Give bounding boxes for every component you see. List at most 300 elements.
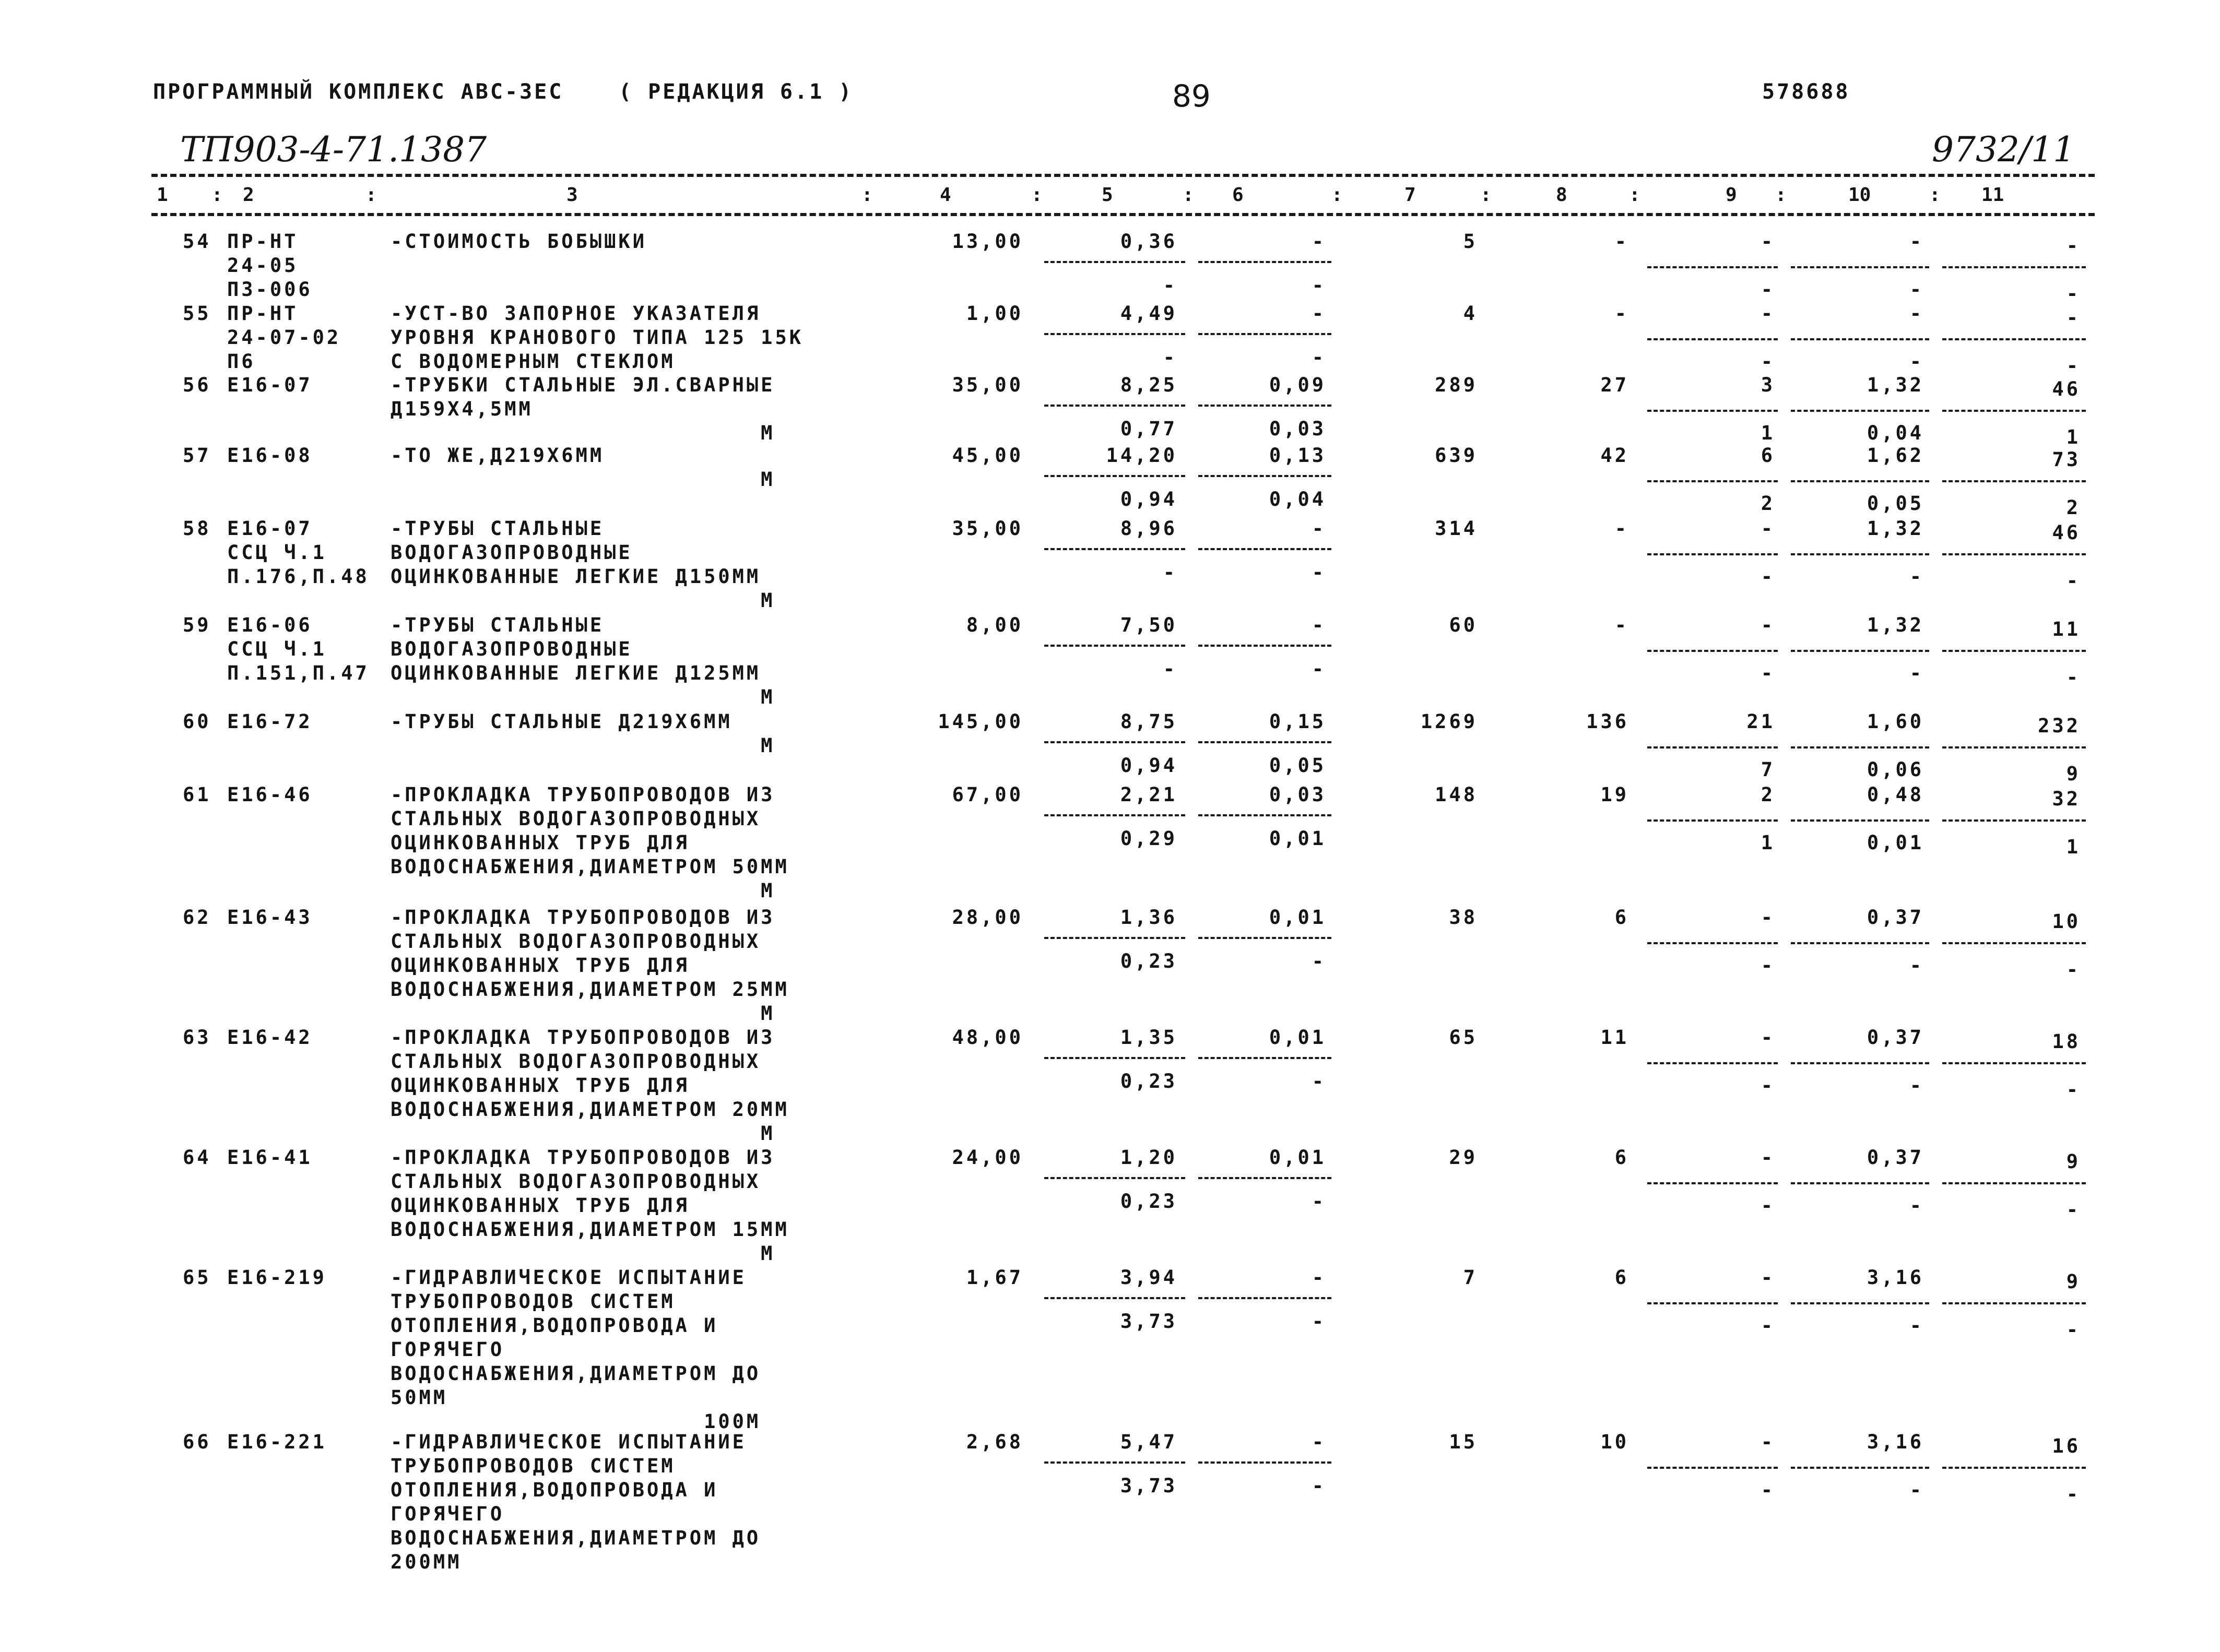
total-machine-cost: - <box>1761 1026 1775 1049</box>
unit-machine-cost: 0,13 <box>1269 444 1326 467</box>
total-cost: 15 <box>1449 1431 1478 1453</box>
unit-cost: 7,50 <box>1120 614 1177 636</box>
total-cost: 4 <box>1463 302 1478 325</box>
unit-machine-cost: - <box>1312 1431 1326 1453</box>
labour-per-unit: - <box>1909 230 1924 253</box>
norm-code: Е16-43 <box>227 906 313 929</box>
labour-machinists-unit: - <box>1909 1479 1924 1501</box>
work-description: -ПРОКЛАДКА ТРУБОПРОВОДОВ ИЗ СТАЛЬНЫХ ВОДОГАЗОПРОВОДНЫХ ОЦИНКОВАННЫХ ТРУБ ДЛЯ ВОДОСНАБЖЕНИЯ,ДИАМЕТРОМ 50ММ М <box>391 783 789 902</box>
subtotal-divider <box>1647 553 1778 555</box>
total-machine-cost: 21 <box>1746 710 1775 733</box>
labour-per-unit: 1,60 <box>1867 710 1924 733</box>
total-cost: 639 <box>1435 444 1478 467</box>
column-separator: : <box>365 184 377 206</box>
labour-total: 46 <box>2052 521 2081 544</box>
column-separator: : <box>1183 184 1194 206</box>
labour-total: 73 <box>2052 448 2081 471</box>
subtotal-divider <box>1044 333 1185 335</box>
labour-per-unit: - <box>1909 302 1924 325</box>
subtotal-divider <box>1044 937 1185 939</box>
machine-wage-total: - <box>1761 954 1775 977</box>
labour-per-unit: 0,37 <box>1867 906 1924 929</box>
header-rule <box>151 213 2095 216</box>
column-separator: : <box>1331 184 1343 206</box>
labour-machinists-total: - <box>2066 1198 2081 1221</box>
work-description: -ГИДРАВЛИЧЕСКОЕ ИСПЫТАНИЕ ТРУБОПРОВОДОВ СИСТЕМ ОТОПЛЕНИЯ,ВОДОПРОВОДА И ГОРЯЧЕГО ВОДОСНАБЖЕНИЯ,ДИАМЕТРОМ ДО 200ММ <box>391 1431 761 1573</box>
subtotal-divider <box>1198 548 1331 550</box>
total-machine-cost: - <box>1761 230 1775 253</box>
column-header-11: 11 <box>1981 184 2004 206</box>
labour-machinists-total: - <box>2066 958 2081 981</box>
work-description: -СТОИМОСТЬ БОБЫШКИ <box>391 230 647 253</box>
labour-machinists-unit: - <box>1909 278 1924 301</box>
labour-total: 11 <box>2052 618 2081 640</box>
total-cost: 289 <box>1435 374 1478 396</box>
labour-per-unit: 1,62 <box>1867 444 1924 467</box>
total-wage: 10 <box>1600 1431 1629 1453</box>
work-description: -ПРОКЛАДКА ТРУБОПРОВОДОВ ИЗ СТАЛЬНЫХ ВОДОГАЗОПРОВОДНЫХ ОЦИНКОВАННЫХ ТРУБ ДЛЯ ВОДОСНАБЖЕНИЯ,ДИАМЕТРОМ 15ММ М <box>391 1146 789 1265</box>
subtotal-divider <box>1791 650 1929 652</box>
subtotal-divider <box>1044 1057 1185 1059</box>
unit-machine-cost: 0,09 <box>1269 374 1326 396</box>
row-number: 61 <box>183 783 211 806</box>
machine-wage-total: 1 <box>1761 422 1775 444</box>
labour-per-unit: 1,32 <box>1867 614 1924 636</box>
labour-machinists-unit: - <box>1909 1314 1924 1337</box>
labour-per-unit: 3,16 <box>1867 1266 1924 1289</box>
unit-machine-cost: - <box>1312 302 1326 325</box>
column-separator: : <box>1929 184 1941 206</box>
work-description: -УСТ-ВО ЗАПОРНОЕ УКАЗАТЕЛЯ УРОВНЯ КРАНОВОГО ТИПА 125 15К С ВОДОМЕРНЫМ СТЕКЛОМ <box>391 302 804 373</box>
subtotal-divider <box>1791 553 1929 555</box>
norm-code: Е16-08 <box>227 444 313 467</box>
labour-machinists-total: - <box>2066 569 2081 592</box>
subtotal-divider <box>1647 1182 1778 1184</box>
subtotal-divider <box>1044 261 1185 263</box>
total-machine-cost: - <box>1761 614 1775 636</box>
labour-total: 16 <box>2052 1435 2081 1457</box>
subtotal-divider <box>1942 338 2086 340</box>
total-wage: 11 <box>1600 1026 1629 1049</box>
labour-total: 9 <box>2066 1150 2081 1173</box>
total-wage: 6 <box>1614 1146 1629 1169</box>
subtotal-divider <box>1942 1182 2086 1184</box>
subtotal-divider <box>1647 266 1778 268</box>
unit-wage: 3,73 <box>1120 1310 1177 1333</box>
unit-wage: 0,23 <box>1120 950 1177 972</box>
subtotal-divider <box>1942 553 2086 555</box>
column-separator: : <box>1629 184 1640 206</box>
norm-code: Е16-06 ССЦ Ч.1 П.151,П.47 <box>227 614 370 684</box>
unit-machine-wage: 0,01 <box>1269 827 1326 850</box>
total-machine-cost: - <box>1761 302 1775 325</box>
subtotal-divider <box>1942 1302 2086 1304</box>
handwritten-sheet-number: 9732/11 <box>1932 129 2075 170</box>
labour-machinists-total: 9 <box>2066 763 2081 785</box>
quantity: 67,00 <box>952 783 1023 806</box>
labour-machinists-total: - <box>2066 282 2081 305</box>
row-number: 55 <box>183 302 211 325</box>
total-machine-cost: 6 <box>1761 444 1775 467</box>
unit-wage: 0,23 <box>1120 1070 1177 1092</box>
labour-machinists-total: 2 <box>2066 496 2081 519</box>
subtotal-divider <box>1044 741 1185 743</box>
unit-wage: 0,23 <box>1120 1190 1177 1213</box>
subtotal-divider <box>1044 405 1185 407</box>
unit-cost: 8,25 <box>1120 374 1177 396</box>
subtotal-divider <box>1647 650 1778 652</box>
subtotal-divider <box>1791 1062 1929 1064</box>
subtotal-divider <box>1044 1297 1185 1299</box>
labour-per-unit: 0,48 <box>1867 783 1924 806</box>
labour-per-unit: 0,37 <box>1867 1146 1924 1169</box>
work-description: -ТО ЖЕ,Д219Х6ММ М <box>391 444 775 491</box>
work-description: -ПРОКЛАДКА ТРУБОПРОВОДОВ ИЗ СТАЛЬНЫХ ВОДОГАЗОПРОВОДНЫХ ОЦИНКОВАННЫХ ТРУБ ДЛЯ ВОДОСНАБЖЕНИЯ,ДИАМЕТРОМ 25ММ М <box>391 906 789 1025</box>
edition-label: ( РЕДАКЦИЯ 6.1 ) <box>619 80 854 104</box>
unit-wage: - <box>1163 658 1177 680</box>
total-wage: 6 <box>1614 1266 1629 1289</box>
unit-machine-cost: - <box>1312 1266 1326 1289</box>
subtotal-divider <box>1791 480 1929 482</box>
row-number: 59 <box>183 614 211 636</box>
unit-machine-wage: - <box>1312 346 1326 369</box>
labour-machinists-unit: 0,04 <box>1867 422 1924 444</box>
subtotal-divider <box>1647 480 1778 482</box>
subtotal-divider <box>1647 1062 1778 1064</box>
subtotal-divider <box>1791 338 1929 340</box>
subtotal-divider <box>1791 819 1929 822</box>
labour-total: 232 <box>2038 715 2081 737</box>
column-header-2: 2 <box>243 184 254 206</box>
machine-wage-total: - <box>1761 1314 1775 1337</box>
quantity: 24,00 <box>952 1146 1023 1169</box>
column-header-4: 4 <box>940 184 951 206</box>
column-header-6: 6 <box>1232 184 1244 206</box>
work-description: -ТРУБКИ СТАЛЬНЫЕ ЭЛ.СВАРНЫЕ Д159Х4,5ММ М <box>391 374 775 444</box>
labour-machinists-unit: 0,06 <box>1867 758 1924 781</box>
labour-machinists-unit: - <box>1909 1074 1924 1097</box>
total-cost: 7 <box>1463 1266 1478 1289</box>
row-number: 60 <box>183 710 211 733</box>
page-number: 89 <box>1172 78 1211 114</box>
unit-machine-cost: - <box>1312 614 1326 636</box>
unit-wage: - <box>1163 274 1177 296</box>
total-cost: 60 <box>1449 614 1478 636</box>
total-machine-cost: - <box>1761 1431 1775 1453</box>
unit-machine-cost: 0,01 <box>1269 1026 1326 1049</box>
labour-machinists-unit: - <box>1909 350 1924 373</box>
machine-wage-total: - <box>1761 350 1775 373</box>
total-wage: 6 <box>1614 906 1629 929</box>
labour-per-unit: 1,32 <box>1867 374 1924 396</box>
unit-machine-wage: 0,03 <box>1269 418 1326 440</box>
quantity: 48,00 <box>952 1026 1023 1049</box>
machine-wage-total: - <box>1761 662 1775 684</box>
norm-code: Е16-07 ССЦ Ч.1 П.176,П.48 <box>227 517 370 588</box>
work-description: -ГИДРАВЛИЧЕСКОЕ ИСПЫТАНИЕ ТРУБОПРОВОДОВ СИСТЕМ ОТОПЛЕНИЯ,ВОДОПРОВОДА И ГОРЯЧЕГО ВОДОСНАБЖЕНИЯ,ДИАМЕТРОМ ДО 50ММ 100М <box>391 1266 761 1433</box>
program-title: ПРОГРАММНЫЙ КОМПЛЕКС АВС-3ЕС <box>153 80 564 104</box>
unit-wage: 0,94 <box>1120 488 1177 510</box>
labour-machinists-total: - <box>2066 1078 2081 1101</box>
column-header-5: 5 <box>1102 184 1113 206</box>
subtotal-divider <box>1044 645 1185 647</box>
column-separator: : <box>1031 184 1043 206</box>
subtotal-divider <box>1198 741 1331 743</box>
subtotal-divider <box>1791 266 1929 268</box>
quantity: 45,00 <box>952 444 1023 467</box>
subtotal-divider <box>1942 1062 2086 1064</box>
labour-total: - <box>2066 234 2081 257</box>
total-machine-cost: - <box>1761 1146 1775 1169</box>
unit-cost: 5,47 <box>1120 1431 1177 1453</box>
total-wage: - <box>1614 302 1629 325</box>
unit-cost: 1,36 <box>1120 906 1177 929</box>
subtotal-divider <box>1198 1461 1331 1464</box>
work-description: -ТРУБЫ СТАЛЬНЫЕ ВОДОГАЗОПРОВОДНЫЕ ОЦИНКОВАННЫЕ ЛЕГКИЕ Д125ММ М <box>391 614 775 708</box>
total-cost: 148 <box>1435 783 1478 806</box>
subtotal-divider <box>1198 814 1331 816</box>
subtotal-divider <box>1942 1467 2086 1469</box>
labour-machinists-total: 1 <box>2066 836 2081 858</box>
labour-total: 46 <box>2052 378 2081 400</box>
subtotal-divider <box>1198 475 1331 477</box>
subtotal-divider <box>1198 937 1331 939</box>
labour-total: 18 <box>2052 1030 2081 1053</box>
subtotal-divider <box>1198 1177 1331 1179</box>
row-number: 65 <box>183 1266 211 1289</box>
labour-machinists-unit: - <box>1909 565 1924 588</box>
norm-code: ПР-НТ 24-07-02 П6 <box>227 302 341 373</box>
unit-cost: 2,21 <box>1120 783 1177 806</box>
unit-machine-wage: - <box>1312 561 1326 584</box>
column-separator: : <box>861 184 873 206</box>
subtotal-divider <box>1044 475 1185 477</box>
unit-wage: - <box>1163 346 1177 369</box>
subtotal-divider <box>1647 819 1778 822</box>
column-header-1: 1 <box>157 184 168 206</box>
subtotal-divider <box>1198 1297 1331 1299</box>
subtotal-divider <box>1942 480 2086 482</box>
total-wage: - <box>1614 230 1629 253</box>
labour-per-unit: 0,37 <box>1867 1026 1924 1049</box>
unit-cost: 8,75 <box>1120 710 1177 733</box>
total-cost: 65 <box>1449 1026 1478 1049</box>
labour-machinists-unit: - <box>1909 1194 1924 1217</box>
quantity: 8,00 <box>966 614 1023 636</box>
row-number: 62 <box>183 906 211 929</box>
total-machine-cost: 2 <box>1761 783 1775 806</box>
subtotal-divider <box>1647 942 1778 944</box>
unit-cost: 1,20 <box>1120 1146 1177 1169</box>
labour-per-unit: 3,16 <box>1867 1431 1924 1453</box>
subtotal-divider <box>1647 1467 1778 1469</box>
norm-code: ПР-НТ 24-05 П3-006 <box>227 230 313 301</box>
machine-wage-total: 1 <box>1761 831 1775 854</box>
machine-wage-total: - <box>1761 1074 1775 1097</box>
subtotal-divider <box>1942 266 2086 268</box>
norm-code: Е16-41 <box>227 1146 313 1169</box>
row-number: 56 <box>183 374 211 396</box>
work-description: -ТРУБЫ СТАЛЬНЫЕ Д219Х6ММ М <box>391 710 775 757</box>
subtotal-divider <box>1198 333 1331 335</box>
subtotal-divider <box>1791 410 1929 412</box>
labour-machinists-unit: - <box>1909 954 1924 977</box>
total-machine-cost: - <box>1761 1266 1775 1289</box>
subtotal-divider <box>1942 410 2086 412</box>
subtotal-divider <box>1647 338 1778 340</box>
unit-machine-cost: 0,01 <box>1269 906 1326 929</box>
subtotal-divider <box>1942 819 2086 822</box>
unit-cost: 8,96 <box>1120 517 1177 540</box>
column-header-9: 9 <box>1726 184 1737 206</box>
subtotal-divider <box>1647 1302 1778 1304</box>
norm-code: Е16-46 <box>227 783 313 806</box>
column-header-3: 3 <box>566 184 578 206</box>
top-rule <box>151 174 2095 177</box>
machine-wage-total: - <box>1761 1479 1775 1501</box>
labour-machinists-unit: 0,05 <box>1867 492 1924 515</box>
row-number: 63 <box>183 1026 211 1049</box>
unit-cost: 14,20 <box>1106 444 1177 467</box>
quantity: 145,00 <box>938 710 1023 733</box>
subtotal-divider <box>1791 1302 1929 1304</box>
labour-machinists-unit: - <box>1909 662 1924 684</box>
unit-machine-cost: - <box>1312 517 1326 540</box>
total-wage: - <box>1614 614 1629 636</box>
total-wage: 42 <box>1600 444 1629 467</box>
subtotal-divider <box>1791 746 1929 748</box>
unit-machine-cost: - <box>1312 230 1326 253</box>
subtotal-divider <box>1791 1182 1929 1184</box>
document-code: 578688 <box>1762 80 1850 104</box>
row-number: 64 <box>183 1146 211 1169</box>
unit-machine-wage: - <box>1312 658 1326 680</box>
subtotal-divider <box>1942 746 2086 748</box>
labour-machinists-total: - <box>2066 354 2081 377</box>
unit-cost: 0,36 <box>1120 230 1177 253</box>
handwritten-doc-code: ТП903-4-71.1387 <box>180 129 487 170</box>
subtotal-divider <box>1942 942 2086 944</box>
norm-code: Е16-07 <box>227 374 313 396</box>
quantity: 1,00 <box>966 302 1023 325</box>
labour-machinists-unit: 0,01 <box>1867 831 1924 854</box>
column-header-7: 7 <box>1404 184 1416 206</box>
norm-code: Е16-42 <box>227 1026 313 1049</box>
norm-code: Е16-219 <box>227 1266 327 1289</box>
labour-machinists-total: - <box>2066 666 2081 688</box>
row-number: 54 <box>183 230 211 253</box>
unit-machine-wage: 0,05 <box>1269 754 1326 777</box>
row-number: 66 <box>183 1431 211 1453</box>
total-machine-cost: - <box>1761 906 1775 929</box>
unit-wage: - <box>1163 561 1177 584</box>
subtotal-divider <box>1044 548 1185 550</box>
unit-cost: 1,35 <box>1120 1026 1177 1049</box>
row-number: 58 <box>183 517 211 540</box>
unit-machine-wage: - <box>1312 1070 1326 1092</box>
unit-machine-wage: - <box>1312 1475 1326 1497</box>
labour-total: 9 <box>2066 1270 2081 1293</box>
total-wage: - <box>1614 517 1629 540</box>
subtotal-divider <box>1198 1057 1331 1059</box>
column-separator: : <box>211 184 223 206</box>
total-cost: 1269 <box>1420 710 1478 733</box>
machine-wage-total: - <box>1761 1194 1775 1217</box>
unit-machine-wage: - <box>1312 950 1326 972</box>
total-machine-cost: - <box>1761 517 1775 540</box>
unit-machine-wage: - <box>1312 274 1326 296</box>
work-description: -ПРОКЛАДКА ТРУБОПРОВОДОВ ИЗ СТАЛЬНЫХ ВОДОГАЗОПРОВОДНЫХ ОЦИНКОВАННЫХ ТРУБ ДЛЯ ВОДОСНАБЖЕНИЯ,ДИАМЕТРОМ 20ММ М <box>391 1026 789 1145</box>
unit-machine-cost: 0,03 <box>1269 783 1326 806</box>
column-header-8: 8 <box>1556 184 1567 206</box>
unit-wage: 0,77 <box>1120 418 1177 440</box>
machine-wage-total: 2 <box>1761 492 1775 515</box>
labour-machinists-total: - <box>2066 1483 2081 1505</box>
unit-wage: 0,94 <box>1120 754 1177 777</box>
subtotal-divider <box>1791 1467 1929 1469</box>
quantity: 1,67 <box>966 1266 1023 1289</box>
machine-wage-total: - <box>1761 278 1775 301</box>
total-cost: 314 <box>1435 517 1478 540</box>
unit-machine-cost: 0,15 <box>1269 710 1326 733</box>
machine-wage-total: - <box>1761 565 1775 588</box>
labour-machinists-total: 1 <box>2066 426 2081 448</box>
total-cost: 5 <box>1463 230 1478 253</box>
labour-machinists-total: - <box>2066 1318 2081 1341</box>
quantity: 28,00 <box>952 906 1023 929</box>
norm-code: Е16-221 <box>227 1431 327 1453</box>
column-separator: : <box>1480 184 1492 206</box>
norm-code: Е16-72 <box>227 710 313 733</box>
labour-total: - <box>2066 306 2081 329</box>
labour-total: 32 <box>2052 788 2081 810</box>
unit-wage: 0,29 <box>1120 827 1177 850</box>
subtotal-divider <box>1044 1461 1185 1464</box>
subtotal-divider <box>1942 650 2086 652</box>
total-cost: 29 <box>1449 1146 1478 1169</box>
subtotal-divider <box>1647 746 1778 748</box>
unit-cost: 3,94 <box>1120 1266 1177 1289</box>
labour-total: 10 <box>2052 910 2081 933</box>
subtotal-divider <box>1791 942 1929 944</box>
labour-per-unit: 1,32 <box>1867 517 1924 540</box>
unit-machine-wage: - <box>1312 1310 1326 1333</box>
quantity: 35,00 <box>952 517 1023 540</box>
subtotal-divider <box>1044 1177 1185 1179</box>
unit-machine-wage: - <box>1312 1190 1326 1213</box>
column-separator: : <box>1775 184 1787 206</box>
subtotal-divider <box>1198 645 1331 647</box>
total-wage: 19 <box>1600 783 1629 806</box>
quantity: 2,68 <box>966 1431 1023 1453</box>
work-description: -ТРУБЫ СТАЛЬНЫЕ ВОДОГАЗОПРОВОДНЫЕ ОЦИНКОВАННЫЕ ЛЕГКИЕ Д150ММ М <box>391 517 775 612</box>
total-wage: 136 <box>1586 710 1629 733</box>
subtotal-divider <box>1647 410 1778 412</box>
subtotal-divider <box>1044 814 1185 816</box>
column-header-10: 10 <box>1848 184 1871 206</box>
quantity: 35,00 <box>952 374 1023 396</box>
unit-machine-wage: 0,04 <box>1269 488 1326 510</box>
machine-wage-total: 7 <box>1761 758 1775 781</box>
total-machine-cost: 3 <box>1761 374 1775 396</box>
subtotal-divider <box>1198 261 1331 263</box>
unit-wage: 3,73 <box>1120 1475 1177 1497</box>
quantity: 13,00 <box>952 230 1023 253</box>
unit-cost: 4,49 <box>1120 302 1177 325</box>
unit-machine-cost: 0,01 <box>1269 1146 1326 1169</box>
total-cost: 38 <box>1449 906 1478 929</box>
row-number: 57 <box>183 444 211 467</box>
